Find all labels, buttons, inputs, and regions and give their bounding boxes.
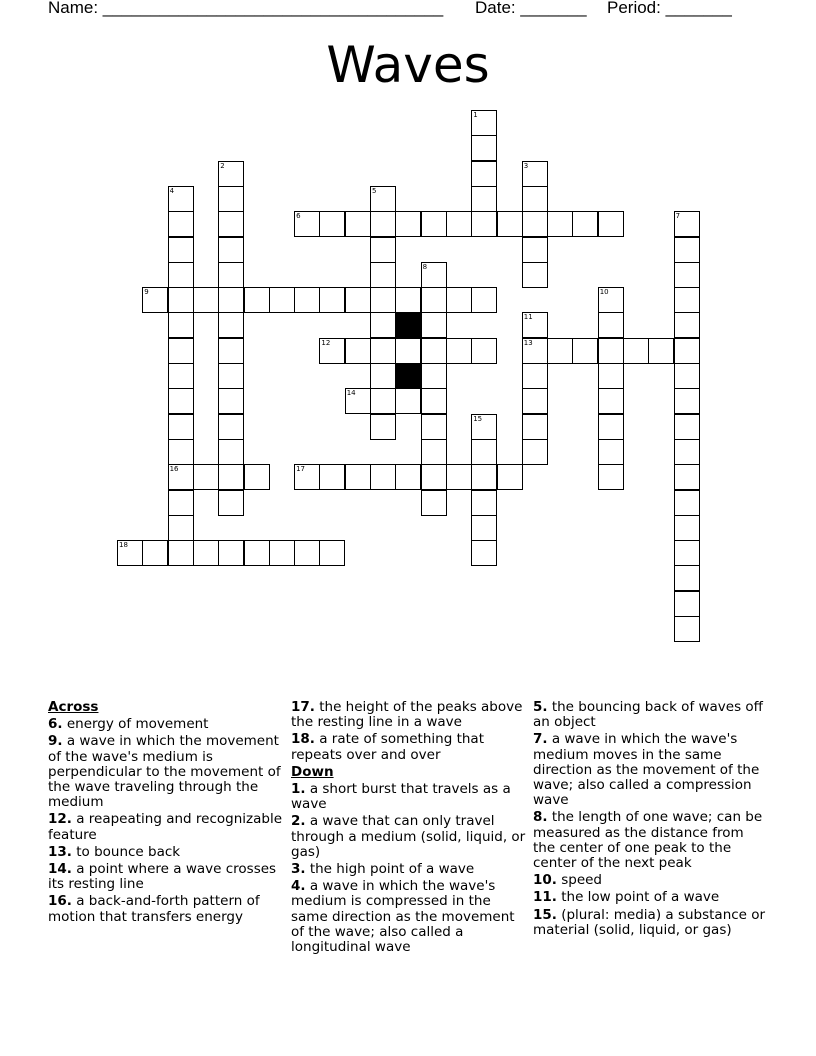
crossword-cell[interactable]: [168, 540, 194, 566]
crossword-cell[interactable]: [218, 287, 244, 313]
crossword-cell[interactable]: [522, 186, 548, 212]
clue-text: the bouncing back of waves off an object: [533, 699, 763, 731]
crossword-cell[interactable]: [471, 135, 497, 161]
clue-across-14: [48, 862, 284, 892]
crossword-cell[interactable]: [244, 287, 270, 313]
black-square: [395, 312, 421, 338]
clue-text: the high point of a wave: [309, 861, 475, 878]
crossword-cell[interactable]: [370, 464, 396, 490]
crossword-cell[interactable]: [648, 338, 674, 364]
clue-down-10: [533, 873, 769, 888]
clue-text: the length of one wave; can be measured as the distance from the center of one peak to the center of the next peak: [533, 809, 763, 872]
clue-number: 8.: [533, 809, 548, 826]
clue-number: 3.: [291, 861, 306, 878]
clue-number: 4.: [291, 878, 306, 895]
crossword-cell[interactable]: [370, 237, 396, 263]
crossword-cell[interactable]: [522, 439, 548, 465]
crossword-cell[interactable]: [319, 540, 345, 566]
crossword-cell[interactable]: [674, 363, 700, 389]
crossword-cell[interactable]: [370, 388, 396, 414]
crossword-cell[interactable]: [572, 338, 598, 364]
clue-number: 10.: [533, 872, 557, 889]
crossword-cell[interactable]: [598, 211, 624, 237]
crossword-cell[interactable]: [319, 287, 345, 313]
crossword-cell[interactable]: [522, 363, 548, 389]
clue-start-number: 17: [296, 465, 306, 474]
crossword-cell[interactable]: [421, 414, 447, 440]
crossword-cell[interactable]: [471, 186, 497, 212]
crossword-cell[interactable]: [471, 490, 497, 516]
crossword-cell[interactable]: [370, 312, 396, 338]
clue-down-5: [533, 700, 769, 730]
crossword-cell[interactable]: [572, 211, 598, 237]
crossword-cell[interactable]: [421, 439, 447, 465]
crossword-cell[interactable]: [522, 262, 548, 288]
crossword-cell[interactable]: [674, 515, 700, 541]
clue-text: to bounce back: [76, 843, 181, 860]
clue-across-16: [48, 894, 284, 924]
crossword-cell[interactable]: [674, 262, 700, 288]
crossword-cell[interactable]: [218, 312, 244, 338]
crossword-cell[interactable]: [218, 490, 244, 516]
clue-down-7: [533, 732, 769, 808]
crossword-cell[interactable]: [598, 312, 624, 338]
crossword-cell[interactable]: [421, 464, 447, 490]
clue-text: a wave that can only travel through a medium (solid, liquid, or gas): [291, 813, 526, 860]
clue-down-1: [291, 782, 527, 812]
crossword-cell[interactable]: [218, 388, 244, 414]
clues-column-3: [533, 700, 769, 940]
clue-start-number: 12: [321, 338, 331, 347]
clue-across-13: [48, 845, 284, 860]
clue-start-number: 8: [422, 262, 428, 271]
crossword-cell[interactable]: [218, 439, 244, 465]
clue-start-number: 11: [523, 313, 533, 322]
crossword-cell[interactable]: [471, 211, 497, 237]
crossword-cell[interactable]: [218, 237, 244, 263]
clue-across-18: [291, 732, 527, 762]
crossword-cell[interactable]: [497, 211, 523, 237]
crossword-cell[interactable]: [674, 287, 700, 313]
crossword-cell[interactable]: [522, 388, 548, 414]
crossword-cell[interactable]: [471, 338, 497, 364]
crossword-cell[interactable]: [370, 363, 396, 389]
clue-down-2: [291, 814, 527, 860]
crossword-cell[interactable]: [345, 338, 371, 364]
clue-start-number: 1: [473, 111, 478, 119]
crossword-cell[interactable]: [674, 616, 700, 642]
crossword-cell[interactable]: [471, 540, 497, 566]
crossword-cell[interactable]: [168, 515, 194, 541]
crossword-cell[interactable]: [345, 287, 371, 313]
crossword-cell[interactable]: [446, 211, 472, 237]
crossword-cell[interactable]: [193, 287, 219, 313]
crossword-cell[interactable]: [319, 211, 345, 237]
crossword-cell[interactable]: [674, 439, 700, 465]
crossword-cell[interactable]: [218, 186, 244, 212]
crossword-cell[interactable]: [471, 161, 497, 187]
clue-down-8: [533, 810, 769, 871]
clue-start-number: 2: [220, 161, 225, 170]
clue-start-number: 16: [169, 465, 179, 474]
crossword-cell[interactable]: [168, 439, 194, 465]
crossword-cell[interactable]: [345, 211, 371, 237]
clues-column-1: [48, 700, 284, 927]
crossword-cell[interactable]: [370, 262, 396, 288]
crossword-cell[interactable]: [244, 464, 270, 490]
clue-number: 7.: [533, 731, 548, 748]
clue-start-number: 5: [372, 186, 377, 195]
crossword-cell[interactable]: [168, 490, 194, 516]
clue-start-number: 15: [473, 414, 483, 423]
crossword-cell[interactable]: [522, 414, 548, 440]
clue-start-number: 14: [346, 389, 356, 398]
clue-start-number: 9: [144, 288, 149, 297]
crossword-cell[interactable]: [623, 338, 649, 364]
crossword-cell[interactable]: [446, 338, 472, 364]
crossword-cell[interactable]: [319, 464, 345, 490]
clue-number: 11.: [533, 889, 557, 906]
clue-across-6: [48, 717, 284, 732]
clue-number: 18.: [291, 731, 315, 748]
crossword-cell[interactable]: [421, 312, 447, 338]
crossword-cell[interactable]: [522, 237, 548, 263]
crossword-cell[interactable]: [674, 338, 700, 364]
across-heading: Across: [48, 699, 99, 715]
period-field[interactable]: Period: _______: [607, 0, 732, 17]
clue-text: speed: [561, 872, 603, 889]
clue-text: the height of the peaks above the resting line in a wave: [291, 699, 523, 731]
crossword-cell[interactable]: [674, 490, 700, 516]
crossword-cell[interactable]: [218, 464, 244, 490]
crossword-cell[interactable]: [674, 312, 700, 338]
clue-start-number: 7: [675, 212, 681, 221]
crossword-cell[interactable]: [598, 363, 624, 389]
clue-number: 2.: [291, 813, 306, 830]
clue-number: 5.: [533, 699, 548, 715]
clues-column-2: [291, 700, 527, 957]
crossword-cell[interactable]: [674, 414, 700, 440]
crossword-cell[interactable]: [269, 540, 295, 566]
crossword-cell[interactable]: [674, 237, 700, 263]
down-heading: Down: [291, 763, 334, 780]
name-field[interactable]: Name: ____________________________________: [48, 0, 444, 17]
crossword-cell[interactable]: [395, 211, 421, 237]
crossword-cell[interactable]: [421, 338, 447, 364]
crossword-cell[interactable]: [421, 287, 447, 313]
crossword-cell[interactable]: [598, 464, 624, 490]
clue-text: a back-and-forth pattern of motion that transfers energy: [48, 893, 260, 925]
crossword-cell[interactable]: [471, 464, 497, 490]
black-square: [395, 363, 421, 389]
clue-number: 15.: [533, 906, 557, 923]
clue-text: the low point of a wave: [561, 889, 720, 906]
crossword-cell[interactable]: [218, 363, 244, 389]
crossword-cell[interactable]: [674, 464, 700, 490]
clue-number: 17.: [291, 699, 315, 715]
crossword-cell[interactable]: [547, 338, 573, 364]
crossword-cell[interactable]: [168, 414, 194, 440]
crossword-cell[interactable]: [547, 211, 573, 237]
clue-text: (plural: media) a substance or material (solid, liquid, or gas): [533, 906, 766, 938]
crossword-cell[interactable]: [370, 287, 396, 313]
crossword-cell[interactable]: [218, 211, 244, 237]
crossword-cell[interactable]: [168, 312, 194, 338]
clue-number: 16.: [48, 893, 72, 910]
crossword-cell[interactable]: [598, 414, 624, 440]
clue-down-15: [533, 908, 769, 938]
crossword-cell[interactable]: [421, 363, 447, 389]
clue-text: a wave in which the movement of the wave's medium is perpendicular to the movement of the wave traveling through the medium: [48, 733, 281, 811]
crossword-cell[interactable]: [168, 388, 194, 414]
clue-down-3: [291, 862, 527, 877]
crossword-cell[interactable]: [218, 540, 244, 566]
clue-number: 12.: [48, 811, 72, 828]
clue-start-number: 3: [523, 161, 529, 170]
crossword-cell[interactable]: [497, 464, 523, 490]
crossword-cell[interactable]: [674, 591, 700, 617]
crossword-cell[interactable]: [345, 464, 371, 490]
clue-start-number: 6: [296, 212, 301, 221]
crossword-cell[interactable]: [370, 211, 396, 237]
clue-start-number: 4: [169, 186, 175, 195]
crossword-cell[interactable]: [370, 338, 396, 364]
crossword-cell[interactable]: [269, 287, 295, 313]
crossword-cell[interactable]: [598, 338, 624, 364]
crossword-cell[interactable]: [471, 287, 497, 313]
crossword-cell[interactable]: [244, 540, 270, 566]
crossword-cell[interactable]: [218, 262, 244, 288]
clue-start-number: 13: [523, 338, 533, 347]
crossword-cell[interactable]: [395, 338, 421, 364]
crossword-cell[interactable]: [395, 287, 421, 313]
crossword-cell[interactable]: [674, 540, 700, 566]
crossword-cell[interactable]: [421, 211, 447, 237]
clue-number: 6.: [48, 716, 63, 733]
crossword-cell[interactable]: [598, 439, 624, 465]
crossword-cell[interactable]: [471, 515, 497, 541]
crossword-cell[interactable]: [471, 439, 497, 465]
clue-down-4: [291, 879, 527, 955]
date-field[interactable]: Date: _______: [475, 0, 587, 17]
clue-number: 14.: [48, 861, 72, 878]
clue-text: a short burst that travels as a wave: [291, 781, 511, 813]
crossword-cell[interactable]: [218, 338, 244, 364]
crossword-cell[interactable]: [168, 287, 194, 313]
clue-text: a rate of something that repeats over and over: [291, 731, 484, 763]
crossword-cell[interactable]: [294, 540, 320, 566]
crossword-cell[interactable]: [370, 414, 396, 440]
crossword-cell[interactable]: [168, 338, 194, 364]
clue-across-9: [48, 734, 284, 810]
crossword-cell[interactable]: [446, 287, 472, 313]
crossword-cell[interactable]: [395, 388, 421, 414]
clue-start-number: 18: [119, 541, 128, 550]
crossword-cell[interactable]: [168, 262, 194, 288]
crossword-cell[interactable]: [168, 211, 194, 237]
crossword-cell[interactable]: [598, 388, 624, 414]
clue-text: energy of movement: [66, 716, 209, 733]
clue-start-number: 10: [599, 288, 609, 297]
clue-text: a wave in which the wave's medium moves in the same direction as the movement of the wave; also called a compression wave: [533, 731, 760, 809]
crossword-cell[interactable]: [193, 540, 219, 566]
clue-number: 1.: [291, 781, 306, 798]
crossword-cell[interactable]: [294, 287, 320, 313]
crossword-cell[interactable]: [674, 565, 700, 591]
crossword-cell[interactable]: [218, 414, 244, 440]
crossword-cell[interactable]: [674, 388, 700, 414]
clue-down-11: [533, 890, 769, 905]
crossword-cell[interactable]: [395, 464, 421, 490]
crossword-cell[interactable]: [142, 540, 168, 566]
crossword-cell[interactable]: [421, 490, 447, 516]
clue-across-12: [48, 812, 284, 842]
crossword-cell[interactable]: [168, 363, 194, 389]
crossword-cell[interactable]: [522, 211, 548, 237]
clue-text: a wave in which the wave's medium is compressed in the same direction as the movement of the wave; also called a longitudinal wave: [291, 878, 515, 956]
crossword-cell[interactable]: [446, 464, 472, 490]
clue-across-17: [291, 700, 527, 730]
clue-number: 9.: [48, 733, 63, 750]
page-title: Waves: [326, 36, 490, 94]
clue-number: 13.: [48, 843, 72, 860]
crossword-cell[interactable]: [193, 464, 219, 490]
clue-text: a point where a wave crosses its resting line: [48, 861, 277, 893]
crossword-cell[interactable]: [421, 388, 447, 414]
crossword-cell[interactable]: [168, 237, 194, 263]
clue-text: a reapeating and recognizable feature: [48, 811, 283, 843]
